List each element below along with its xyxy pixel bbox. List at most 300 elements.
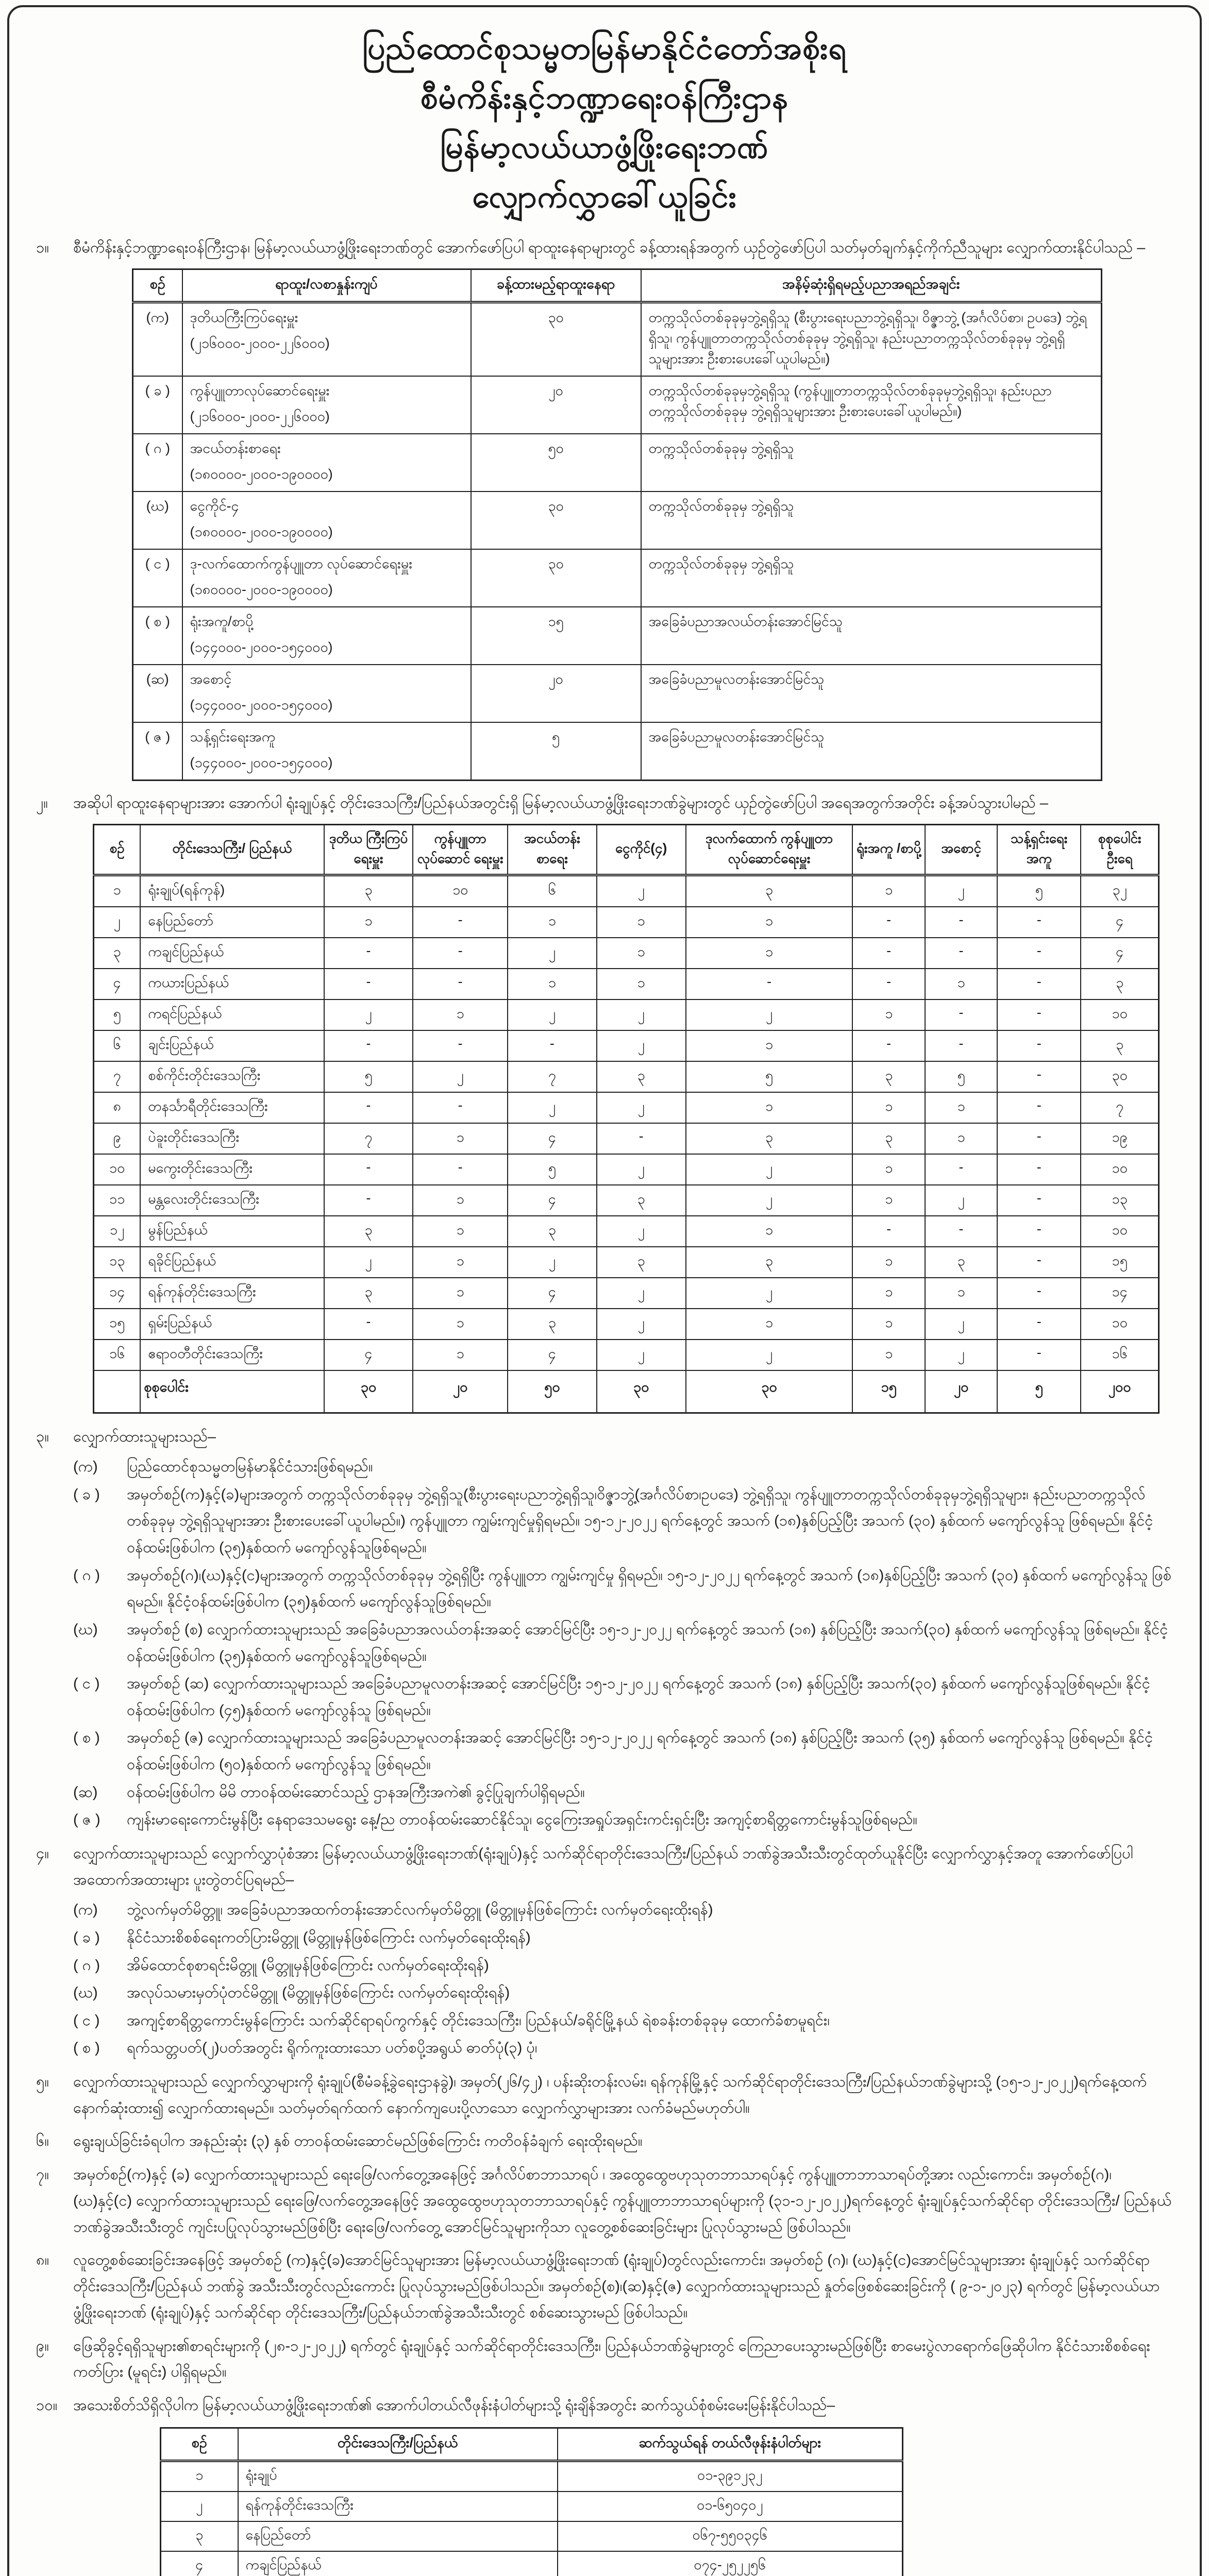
paragraph-number: ၈။: [36, 2252, 49, 2269]
phone-number: ၀၁-၃၉၁၂၃၂: [558, 2461, 903, 2492]
section-3-items: [36, 1454, 1173, 1834]
count-guard: ၁: [925, 1123, 997, 1154]
count-cashier: ၂: [597, 1092, 686, 1123]
position-qualification: အခြေခံပညာမူလတန်းအောင်မြင်သူ: [641, 665, 1102, 722]
count-deputy-supervisor: ၂: [324, 1247, 413, 1278]
section-4-items: [36, 1897, 1173, 2062]
position-row: [133, 665, 1102, 722]
count-asst-computer-operator: ၂: [686, 1278, 853, 1309]
total-asst-computer-operator: ၃၀: [686, 1370, 853, 1413]
position-count: ၃၀: [471, 302, 641, 376]
region-name: ရခိုင်ပြည်နယ်: [140, 1247, 324, 1278]
region-serial: ၁၀: [94, 1154, 141, 1185]
item-text: ဘွဲ့လက်မှတ်မိတ္တူ၊ အခြေခံပညာအထက်တန်းအောင်လက်မှတ်မိတ္တူ (မိတ္တူမှန်ဖြစ်ကြောင်း လက်မှတ်ရေးထိုးရန်): [127, 1902, 713, 1919]
region-name: ကချင်ပြည်နယ်: [140, 938, 324, 969]
attachment-item: [73, 1897, 1173, 1924]
region-name: မကွေးတိုင်းဒေသကြီး: [140, 1154, 324, 1185]
paragraph-2: [36, 790, 1173, 817]
paragraph-3: [36, 1424, 1173, 1450]
item-text: အကျင့်စာရိတ္တကောင်းမွန်ကြောင်း သက်ဆိုင်ရာရပ်ကွက်နှင့် တိုင်းဒေသကြီး၊ ပြည်နယ်/ခရိုင်မြို့နယ် ရဲစခန်းတစ်ခုခုမှ ထောက်ခံစာမူရင်း၊: [127, 2012, 830, 2029]
count-office-helper: ၁: [852, 1154, 925, 1185]
attachment-item: [73, 2035, 1173, 2062]
position-name-cell: [182, 549, 471, 607]
region-row: [94, 1278, 1159, 1309]
count-total: ၁၀: [1081, 1309, 1158, 1340]
count-guard: -: [925, 938, 997, 969]
count-junior-clerk: ၄: [508, 1278, 597, 1309]
count-cashier: ၂: [597, 1030, 686, 1061]
phone-number: ၀၆၇-၅၅၀၃၄၆: [558, 2521, 903, 2551]
paragraph-5: [36, 2069, 1173, 2122]
count-asst-computer-operator: ၃: [686, 1247, 853, 1278]
region-serial: ၆: [94, 1030, 141, 1061]
requirement-item: [73, 1617, 1173, 1670]
count-cleaner: -: [997, 1278, 1081, 1309]
requirement-item: [73, 1671, 1173, 1724]
paragraph-6: [36, 2128, 1173, 2155]
position-qualification: တက္ကသိုလ်တစ်ခုခုမှ ဘွဲ့ရရှိသူ: [641, 549, 1102, 607]
position-serial: (ဃ): [133, 492, 182, 549]
count-guard: -: [925, 1216, 997, 1247]
count-computer-operator: ၁: [413, 1340, 508, 1370]
count-asst-computer-operator: ၃: [686, 875, 853, 907]
count-total: ၃: [1081, 1030, 1158, 1061]
count-computer-operator: ၁: [413, 1123, 508, 1154]
paragraph-text: အမှတ်စဉ်(က)နှင့် (ခ) လျှောက်ထားသူများသည် ရေးဖြေ/လက်တွေ့အနေဖြင့် အင်္ဂလိပ်စာဘာသာရပ် ၊ အထွေထွေဗဟုသုတဘာသာရပ်နှင့် ကွန်ပျူတာဘာသာရပ်တို့အား လည်းကောင်း၊ အမှတ်စဉ်(ဂ)၊ (ဃ)နှင့်(င) လျှောက်ထားသူများသည် ရေးဖြေ/လက်တွေ့အနေဖြင့် အထွေထွေဗဟုသုတဘာသာရပ်နှင့် ကွန်ပျူတာဘာသာရပ်များကို (၃၁-၁၂-၂၀၂၂)ရက်နေ့တွင် ရုံးချုပ်နှင့်သက်ဆိုင်ရာ တိုင်းဒေသကြီး/ ပြည်နယ် ဘဏ်ခွဲအသီးသီးတွင် ကျင်းပပြုလုပ်သွားမည်ဖြစ်ပြီး ရေးဖြေ/လက်တွေ့ အောင်မြင်သူများကိုသာ လူတွေ့စစ်ဆေးခြင်းများ ပြုလုပ်သွားမည် ဖြစ်ပါသည်။: [73, 2166, 1172, 2235]
position-name: သန့်ရှင်းရေးအကူ: [190, 728, 276, 744]
count-guard: -: [925, 1154, 997, 1185]
positions-table-header: [133, 269, 1102, 302]
count-cleaner: -: [997, 1123, 1081, 1154]
paragraph-1: [36, 235, 1173, 261]
phones-table-body: [161, 2461, 903, 2576]
position-salary: (၁၄၄၀၀၀-၂၀၀၀-၁၅၄၀၀၀): [190, 639, 333, 655]
region-row: [94, 999, 1159, 1030]
count-guard: -: [925, 907, 997, 938]
attachment-item: [73, 1953, 1173, 1979]
position-count: ၂၀: [471, 665, 641, 722]
requirement-item: [73, 1563, 1173, 1616]
count-office-helper: ၁: [852, 1247, 925, 1278]
count-total: ၁၀: [1081, 1216, 1158, 1247]
region-serial: ၁၆: [94, 1340, 141, 1370]
item-label: ( စ ): [73, 2040, 100, 2057]
count-cashier: ၂: [597, 1278, 686, 1309]
region-name: စစ်ကိုင်းတိုင်းဒေသကြီး: [140, 1061, 324, 1092]
col-deputy-supervisor: ဒုတိယ ကြီးကြပ် ရေးမှူး: [324, 824, 413, 875]
item-label: ( ခ ): [73, 1929, 100, 1946]
regions-table: [93, 824, 1160, 1414]
total-junior-clerk: ၅၀: [508, 1370, 597, 1413]
total-computer-operator: ၂၀: [413, 1370, 508, 1413]
requirement-item: [73, 1725, 1173, 1778]
count-cashier: ၂: [597, 1216, 686, 1247]
count-office-helper: ၁: [852, 875, 925, 907]
position-salary: (၂၁၆၀၀၀-၂၀၀၀-၂၂၆၀၀၀): [190, 335, 330, 351]
count-asst-computer-operator: ၂: [686, 1340, 853, 1370]
count-cashier: ၁: [597, 969, 686, 999]
regions-table-body: [94, 875, 1159, 1370]
count-cashier: ၂: [597, 1309, 686, 1340]
count-computer-operator: ၁: [413, 1309, 508, 1340]
count-asst-computer-operator: ၅: [686, 1061, 853, 1092]
phone-serial: ၄: [161, 2551, 238, 2576]
count-guard: ၂: [925, 875, 997, 907]
position-name: ဒု-လက်ထောက်ကွန်ပျူတာ လုပ်ဆောင်ရေးမှူး: [190, 555, 413, 571]
position-qualification: တက္ကသိုလ်တစ်ခုခုမှဘွဲ့ရရှိသူ (ကွန်ပျူတာတက္ကသိုလ်တစ်ခုခုမှဘွဲ့ရရှိသူ၊ နည်းပညာ တက္ကသိုလ်တစ်ခုခုမှ ဘွဲ့ရရှိသူများအား ဦးစားပေးခေါ်ယူပါမည်။): [641, 376, 1102, 434]
item-text: ပြည်ထောင်စုသမ္မတမြန်မာနိုင်ငံသားဖြစ်ရမည်။: [127, 1459, 373, 1476]
region-name: နေပြည်တော်: [140, 907, 324, 938]
count-junior-clerk: ၃: [508, 1216, 597, 1247]
count-junior-clerk: ၃: [508, 1309, 597, 1340]
attachment-item: [73, 2008, 1173, 2035]
count-office-helper: ၁: [852, 1278, 925, 1309]
paragraph-text: လျှောက်ထားသူများသည်–: [73, 1428, 216, 1445]
item-text: ဝန်ထမ်းဖြစ်ပါက မိမိ တာဝန်ထမ်းဆောင်သည့် ဌာနအကြီးအကဲ၏ ခွင့်ပြုချက်ပါရှိရမည်။: [127, 1784, 585, 1801]
count-deputy-supervisor: ၅: [324, 1061, 413, 1092]
count-guard: ၁: [925, 1092, 997, 1123]
paragraph-10: [36, 2393, 1173, 2419]
position-count: ၃၀: [471, 549, 641, 607]
count-cashier: ၂: [597, 1340, 686, 1370]
col-region: တိုင်းဒေသကြီး/ပြည်နယ်: [238, 2428, 558, 2461]
position-name: အစောင့်: [190, 671, 232, 687]
count-guard: ၃: [925, 1247, 997, 1278]
position-name: ငွေကိုင်-၄: [190, 498, 239, 514]
count-computer-operator: -: [413, 1154, 508, 1185]
title-line-ministry: စီမံကိန်းနှင့်ဘဏ္ဍာရေးဝန်ကြီးဌာန: [420, 80, 789, 115]
paragraph-text: လျှောက်ထားသူများသည် လျှောက်လွှာများကို ရုံးချုပ်(စီမံခန့်ခွဲရေးဌာနခွဲ)၊ အမှတ်(၂၆/၄၂) ၊ ပန်းဆိုးတန်းလမ်း၊ ရန်ကုန်မြို့နှင့် သက်ဆိုင်ရာတိုင်းဒေသကြီး/ပြည်နယ်ဘဏ်ခွဲများသို့ (၁၅-၁၂-၂၀၂၂)ရက်နေ့ထက် နောက်ဆုံးထား၍ လျှောက်ထားရမည်။ သတ်မှတ်ရက်ထက် နောက်ကျပေးပို့လာသော လျှောက်လွှာများအား လက်ခံမည်မဟုတ်ပါ။: [73, 2073, 1147, 2116]
count-junior-clerk: ၇: [508, 1061, 597, 1092]
count-deputy-supervisor: -: [324, 938, 413, 969]
item-text: အမှတ်စဉ် (ဇ) လျှောက်ထားသူများသည် အခြေခံပညာမူလတန်းအဆင့် အောင်မြင်ပြီး ၁၅-၁၂-၂၀၂၂ ရက်နေ့တွင် အသက် (၁၈) နှစ်ပြည့်ပြီး အသက် (၃၅) နှစ်ထက် မကျော်လွန်သူ ဖြစ်ရမည်။ နိုင်ငံ့ဝန်ထမ်းဖြစ်ပါက (၅၀)နှစ်ထက် မကျော်လွန်သူ ဖြစ်ရမည်။: [127, 1730, 1153, 1773]
count-deputy-supervisor: -: [324, 1092, 413, 1123]
region-name: ပဲခူးတိုင်းဒေသကြီး: [140, 1123, 324, 1154]
position-serial: ( င ): [133, 549, 182, 607]
count-junior-clerk: ၂: [508, 1092, 597, 1123]
position-serial: ( ဇ ): [133, 722, 182, 781]
count-guard: ၁: [925, 969, 997, 999]
paragraph-number: ၅။: [36, 2073, 49, 2090]
count-cleaner: -: [997, 1030, 1081, 1061]
phones-table-header: [161, 2428, 903, 2461]
region-serial: ၁၄: [94, 1278, 141, 1309]
count-deputy-supervisor: ၇: [324, 1123, 413, 1154]
phones-table: [160, 2427, 903, 2576]
count-cashier: -: [597, 1123, 686, 1154]
region-name: ကရင်ပြည်နယ်: [140, 999, 324, 1030]
position-name: ကွန်ပျူတာလုပ်ဆောင်ရေးမှူး: [190, 382, 330, 398]
position-count: ၃၀: [471, 492, 641, 549]
grand-total: ၂၀၀: [1081, 1370, 1158, 1413]
position-salary: (၁၈၀၀၀၀-၂၀၀၀-၁၉၀၀၀၀): [190, 581, 333, 597]
count-total: ၁၉: [1081, 1123, 1158, 1154]
requirement-item: [73, 1807, 1173, 1834]
position-name-cell: [182, 376, 471, 434]
col-serial: စဉ်: [94, 824, 141, 875]
item-text: နိုင်ငံသားစိစစ်ရေးကတ်ပြားမိတ္တူ (မိတ္တူမှန်ဖြစ်ကြောင်း လက်မှတ်ရေးထိုးရန်): [127, 1929, 531, 1946]
position-row: [133, 434, 1102, 492]
count-junior-clerk: ၁: [508, 969, 597, 999]
document-title: [36, 24, 1173, 222]
col-serial: စဉ်: [161, 2428, 238, 2461]
paragraph-number: ၇။: [36, 2166, 49, 2183]
item-label: (ဆ): [73, 1784, 98, 1801]
col-serial: စဉ်: [133, 269, 182, 302]
requirement-item: [73, 1482, 1173, 1562]
position-row: [133, 722, 1102, 781]
phone-row: [161, 2461, 903, 2492]
paragraph-text: အသေးစိတ်သိရှိလိုပါက မြန်မာ့လယ်ယာဖွံ့ဖြိုးရေးဘဏ်၏ အောက်ပါတယ်လီဖုန်းနံပါတ်များသို့ ရုံးချိန်အတွင်း ဆက်သွယ်စုံစမ်းမေးမြန်းနိုင်ပါသည်–: [73, 2397, 835, 2414]
count-cleaner: ၅: [997, 875, 1081, 907]
count-asst-computer-operator: ၁: [686, 907, 853, 938]
count-total: ၁၅: [1081, 1247, 1158, 1278]
region-serial: ၁၂: [94, 1216, 141, 1247]
phone-number: ၀၇၄-၂၅၂၂၅၆: [558, 2551, 903, 2576]
col-vacancies: ခန့်ထားမည့်ရာထူးနေရာ: [471, 269, 641, 302]
position-name-cell: [182, 665, 471, 722]
count-computer-operator: ၁၀: [413, 875, 508, 907]
count-computer-operator: -: [413, 907, 508, 938]
title-line-subject: လျှောက်လွှာခေါ်ယူခြင်း: [472, 179, 737, 214]
region-row: [94, 1123, 1159, 1154]
count-cashier: ၂: [597, 1154, 686, 1185]
position-serial: ( ဂ ): [133, 434, 182, 492]
col-junior-clerk: အငယ်တန်း စာရေး: [508, 824, 597, 875]
count-office-helper: -: [852, 1216, 925, 1247]
region-serial: ၁: [94, 875, 141, 907]
count-cashier: ၃: [597, 1185, 686, 1216]
position-qualification: အခြေခံပညာအလယ်တန်းအောင်မြင်သူ: [641, 607, 1102, 665]
col-region: တိုင်းဒေသကြီး/ ပြည်နယ်: [140, 824, 324, 875]
phone-number: ၀၁-၆၅၀၄၀၂: [558, 2492, 903, 2521]
count-total: ၄: [1081, 907, 1158, 938]
paragraph-7: [36, 2162, 1173, 2240]
region-row: [94, 1061, 1159, 1092]
count-junior-clerk: ၄: [508, 1185, 597, 1216]
count-guard: ၁: [925, 1278, 997, 1309]
count-computer-operator: -: [413, 938, 508, 969]
region-row: [94, 1154, 1159, 1185]
count-junior-clerk: -: [508, 1030, 597, 1061]
count-cleaner: -: [997, 938, 1081, 969]
positions-table: [132, 268, 1102, 781]
count-office-helper: ၁: [852, 1092, 925, 1123]
count-deputy-supervisor: -: [324, 1309, 413, 1340]
requirement-item: [73, 1780, 1173, 1806]
item-label: ( ဇ ): [73, 1811, 100, 1828]
region-name: တနင်္သာရီတိုင်းဒေသကြီး: [140, 1092, 324, 1123]
paragraph-text: ရွေးချယ်ခြင်းခံရပါက အနည်းဆုံး (၃) နှစ် တာဝန်ထမ်းဆောင်မည်ဖြစ်ကြောင်း ကတိဝန်ခံချက် ရေးထိုးရမည်။: [73, 2133, 643, 2150]
count-asst-computer-operator: ၁: [686, 1216, 853, 1247]
region-name: ကယားပြည်နယ်: [140, 969, 324, 999]
regions-table-header: [94, 824, 1159, 875]
col-computer-operator: ကွန်ပျူတာ လုပ်ဆောင် ရေးမှူး: [413, 824, 508, 875]
count-asst-computer-operator: ၃: [686, 1123, 853, 1154]
item-label: ( ဂ ): [73, 1957, 100, 1974]
paragraph-number: ၄။: [36, 1845, 49, 1862]
count-guard: -: [925, 999, 997, 1030]
position-row: [133, 607, 1102, 665]
position-name-cell: [182, 434, 471, 492]
count-guard: -: [925, 1030, 997, 1061]
count-deputy-supervisor: ၁: [324, 907, 413, 938]
position-row: [133, 376, 1102, 434]
count-guard: ၅: [925, 1061, 997, 1092]
count-cleaner: -: [997, 1340, 1081, 1370]
region-name: ရန်ကုန်တိုင်းဒေသကြီး: [140, 1278, 324, 1309]
region-serial: ၄: [94, 969, 141, 999]
position-salary: (၁၄၄၀၀၀-၂၀၀၀-၁၅၄၀၀၀): [190, 754, 333, 770]
count-computer-operator: ၁: [413, 1278, 508, 1309]
count-cleaner: -: [997, 969, 1081, 999]
position-count: ၁၅: [471, 607, 641, 665]
count-guard: ၂: [925, 1340, 997, 1370]
count-office-helper: -: [852, 907, 925, 938]
region-row: [94, 1247, 1159, 1278]
region-row: [94, 1216, 1159, 1247]
count-computer-operator: ၂: [413, 1061, 508, 1092]
item-text: ရက်သတ္တပတ်(၂)ပတ်အတွင်း ရိုက်ကူးထားသော ပတ်စပို့အရွယ် ဓာတ်ပုံ(၃) ပုံ၊: [127, 2040, 538, 2057]
count-asst-computer-operator: ၁: [686, 1030, 853, 1061]
count-computer-operator: ၁: [413, 1185, 508, 1216]
paragraph-number: ၆။: [36, 2133, 49, 2150]
count-deputy-supervisor: ၄: [324, 1340, 413, 1370]
position-salary: (၁၄၄၀၀၀-၂၀၀၀-၁၅၄၀၀၀): [190, 697, 333, 713]
position-serial: (ဆ): [133, 665, 182, 722]
paragraph-9: [36, 2333, 1173, 2386]
total-cleaner: ၅: [997, 1370, 1081, 1413]
item-label: (ဃ): [73, 1621, 98, 1638]
attachment-item: [73, 1925, 1173, 1952]
item-label: ( င ): [73, 1675, 100, 1692]
col-office-helper: ရုံးအကူ /စာပို့: [852, 824, 925, 875]
count-guard: ၂: [925, 1309, 997, 1340]
region-row: [94, 907, 1159, 938]
count-cleaner: -: [997, 1247, 1081, 1278]
position-row: [133, 302, 1102, 376]
position-serial: (က): [133, 302, 182, 376]
item-label: (က): [73, 1902, 98, 1919]
count-total: ၃: [1081, 969, 1158, 999]
paragraph-number: ၉။: [36, 2337, 49, 2354]
count-junior-clerk: ၄: [508, 1123, 597, 1154]
col-cashier: ငွေကိုင်(၄): [597, 824, 686, 875]
count-junior-clerk: ၂: [508, 938, 597, 969]
phone-row: [161, 2551, 903, 2576]
position-name: ရုံးအကူ/စာပို့: [190, 613, 254, 629]
count-cleaner: -: [997, 1216, 1081, 1247]
phone-region: ရုံးချုပ်: [238, 2461, 558, 2492]
requirement-item: [73, 1454, 1173, 1481]
position-count: ၅၀: [471, 434, 641, 492]
count-deputy-supervisor: -: [324, 1030, 413, 1061]
item-label: ( စ ): [73, 1730, 100, 1747]
count-junior-clerk: ၂: [508, 1247, 597, 1278]
region-row: [94, 1030, 1159, 1061]
region-serial: ၉: [94, 1123, 141, 1154]
positions-table-body: [133, 302, 1102, 780]
position-qualification: အခြေခံပညာမူလတန်းအောင်မြင်သူ: [641, 722, 1102, 781]
count-cashier: ၂: [597, 999, 686, 1030]
count-deputy-supervisor: -: [324, 1154, 413, 1185]
paragraph-number: ၂။: [36, 794, 48, 811]
count-junior-clerk: ၅: [508, 1154, 597, 1185]
item-text: အမှတ်စဉ် (စ) လျှောက်ထားသူများသည် အခြေခံပညာအလယ်တန်းအဆင့် အောင်မြင်ပြီး ၁၅-၁၂-၂၀၂၂ ရက်နေ့တွင် အသက် (၁၈) နှစ်ပြည့်ပြီး အသက်(၃၀) နှစ်ထက် မကျော်လွန်သူ ဖြစ်ရမည်။ နိုင်ငံ့ဝန်ထမ်းဖြစ်ပါက (၃၅)နှစ်ထက် မကျော်လွန်သူဖြစ်ရမည်။: [127, 1621, 1168, 1665]
empty-cell: [94, 1370, 141, 1413]
col-guard: အစောင့်: [925, 824, 997, 875]
count-asst-computer-operator: ၁: [686, 1309, 853, 1340]
count-office-helper: ၃: [852, 1123, 925, 1154]
total-cashier: ၃၀: [597, 1370, 686, 1413]
count-total: ၃၀: [1081, 1061, 1158, 1092]
count-office-helper: ၁: [852, 1340, 925, 1370]
position-count: ၅: [471, 722, 641, 781]
count-office-helper: ၁: [852, 1185, 925, 1216]
count-office-helper: ၁: [852, 999, 925, 1030]
position-serial: ( ခ ): [133, 376, 182, 434]
phone-serial: ၃: [161, 2521, 238, 2551]
position-row: [133, 549, 1102, 607]
phone-row: [161, 2492, 903, 2521]
region-serial: ၇: [94, 1061, 141, 1092]
count-asst-computer-operator: ၂: [686, 999, 853, 1030]
position-qualification: တက္ကသိုလ်တစ်ခုခုမှဘွဲ့ရရှိသူ (စီးပွားရေးပညာဘွဲ့ရရှိသူ၊ ဝိဇ္ဇာဘွဲ့ (အင်္ဂလိပ်စာ၊ ဥပဒေ) ဘွဲ့ရရှိသူ၊ ကွန်ပျူတာတက္ကသိုလ်တစ်ခုခုမှ ဘွဲ့ရရှိသူ၊ နည်းပညာတက္ကသိုလ်တစ်ခုခုမှ ဘွဲ့ရရှိသူများအား ဦးစားပေးခေါ်ယူပါမည်။): [641, 302, 1102, 376]
position-row: [133, 492, 1102, 549]
paragraph-text: စီမံကိန်းနှင့်ဘဏ္ဍာရေးဝန်ကြီးဌာန၊ မြန်မာ့လယ်ယာဖွံ့ဖြိုးရေးဘဏ်တွင် အောက်ဖော်ပြပါ ရာထူးနေရာများတွင် ခန့်ထားရန်အတွက် ယှဉ်တွဲဖော်ပြပါ သတ်မှတ်ချက်နှင့်ကိုက်ညီသူများ လျှောက်ထားနိုင်ပါသည် –: [73, 240, 1146, 256]
region-serial: ၁၁: [94, 1185, 141, 1216]
region-row: [94, 1185, 1159, 1216]
paragraph-text: အဆိုပါ ရာထူးနေရာများအား အောက်ပါ ရုံးချုပ်နှင့် တိုင်းဒေသကြီး/ပြည်နယ်အတွင်းရှိ မြန်မာ့လယ်ယာဖွံ့ဖြိုးရေးဘဏ်ခွဲများတွင် ယှဉ်တွဲဖော်ပြပါ အရေအတွက်အတိုင်း ခန့်အပ်သွားပါမည် –: [73, 794, 1048, 811]
phone-serial: ၂: [161, 2492, 238, 2521]
regions-table-wrap: [93, 824, 1173, 1414]
count-deputy-supervisor: ၃: [324, 1216, 413, 1247]
count-computer-operator: ၁: [413, 999, 508, 1030]
count-office-helper: -: [852, 1030, 925, 1061]
count-cleaner: -: [997, 907, 1081, 938]
count-cleaner: -: [997, 1309, 1081, 1340]
count-computer-operator: -: [413, 969, 508, 999]
paragraph-8: [36, 2247, 1173, 2326]
col-position-salary: ရာထူး/လစာနှုန်းကျပ်: [182, 269, 471, 302]
item-text: အမှတ်စဉ်(က)နှင့်(ခ)များအတွက် တက္ကသိုလ်တစ်ခုခုမှ ဘွဲ့ရရှိသူ(စီးပွားရေးပညာဘွဲ့ရရှိသူ၊ဝိဇ္ဇာဘွဲ့(အင်္ဂလိပ်စာ၊ဥပဒေ) ဘွဲ့ရရှိသူ၊ ကွန်ပျူတာတက္ကသိုလ်တစ်ခုခုမှဘွဲ့ရရှိသူများ၊ နည်းပညာတက္ကသိုလ်တစ်ခုခုမှ ဘွဲ့ရရှိသူများအား ဦးစားပေးခေါ်ယူပါမည်။) ကွန်ပျူတာ ကျွမ်းကျင်မှုရှိရမည်။ ၁၅-၁၂-၂၀၂၂ ရက်နေ့တွင် အသက် (၁၈)နှစ်ပြည့်ပြီး အသက် (၃၀) နှစ်ထက် မကျော်လွန်သူ ဖြစ်ရမည်။ နိုင်ငံ့ဝန်ထမ်းဖြစ်ပါက (၃၅)နှစ်ထက် မကျော်လွန်သူဖြစ်ရမည်။: [127, 1486, 1153, 1556]
count-cleaner: -: [997, 1154, 1081, 1185]
count-asst-computer-operator: ၂: [686, 1185, 853, 1216]
total-label: စုစုပေါင်း: [140, 1370, 324, 1413]
count-total: ၁၃: [1081, 1185, 1158, 1216]
count-cashier: ၂: [597, 875, 686, 907]
attachment-item: [73, 1980, 1173, 2007]
region-row: [94, 1340, 1159, 1370]
region-name: ချင်းပြည်နယ်: [140, 1030, 324, 1061]
total-deputy-supervisor: ၃၀: [324, 1370, 413, 1413]
count-deputy-supervisor: -: [324, 1185, 413, 1216]
region-row: [94, 875, 1159, 907]
count-asst-computer-operator: ၂: [686, 1154, 853, 1185]
count-cleaner: -: [997, 1092, 1081, 1123]
col-asst-computer-operator: ဒုလက်ထောက် ကွန်ပျူတာ လုပ်ဆောင်ရေးမှူး: [686, 824, 853, 875]
count-cashier: ၁: [597, 907, 686, 938]
title-line-government: ပြည်ထောင်စုသမ္မတမြန်မာနိုင်ငံတော်အစိုးရ: [362, 31, 847, 65]
region-serial: ၃: [94, 938, 141, 969]
position-name-cell: [182, 607, 471, 665]
item-label: (က): [73, 1459, 98, 1476]
paragraph-text: ဖြေဆိုခွင့်ရရှိသူများ၏စာရင်းများကို (၂၈-၁၂-၂၀၂၂) ရက်တွင် ရုံးချုပ်နှင့် သက်ဆိုင်ရာတိုင်းဒေသကြီး၊ ပြည်နယ်ဘဏ်ခွဲများတွင် ကြေညာပေးသွားမည်ဖြစ်ပြီး စာမေးပွဲလာရောက်ဖြေဆိုပါက နိုင်ငံသားစိစစ်ရေး ကတ်ပြား (မူရင်း) ပါရှိရမည်။: [73, 2337, 1150, 2381]
paragraph-number: ၁၀။: [36, 2397, 58, 2414]
paragraph-text: လျှောက်ထားသူများသည် လျှောက်လွှာပုံစံအား မြန်မာ့လယ်ယာဖွံ့ဖြိုးရေးဘဏ်(ရုံးချုပ်)နှင့် သက်ဆိုင်ရာတိုင်းဒေသကြီး/ပြည်နယ် ဘဏ်ခွဲအသီးသီးတွင်ထုတ်ယူနိုင်ပြီး လျှောက်လွှာနှင့်အတူ အောက်ဖော်ပြပါ အထောက်အထားများ ပူးတွဲတင်ပြရမည်–: [73, 1845, 1133, 1888]
count-junior-clerk: ၁: [508, 907, 597, 938]
region-serial: ၈: [94, 1092, 141, 1123]
